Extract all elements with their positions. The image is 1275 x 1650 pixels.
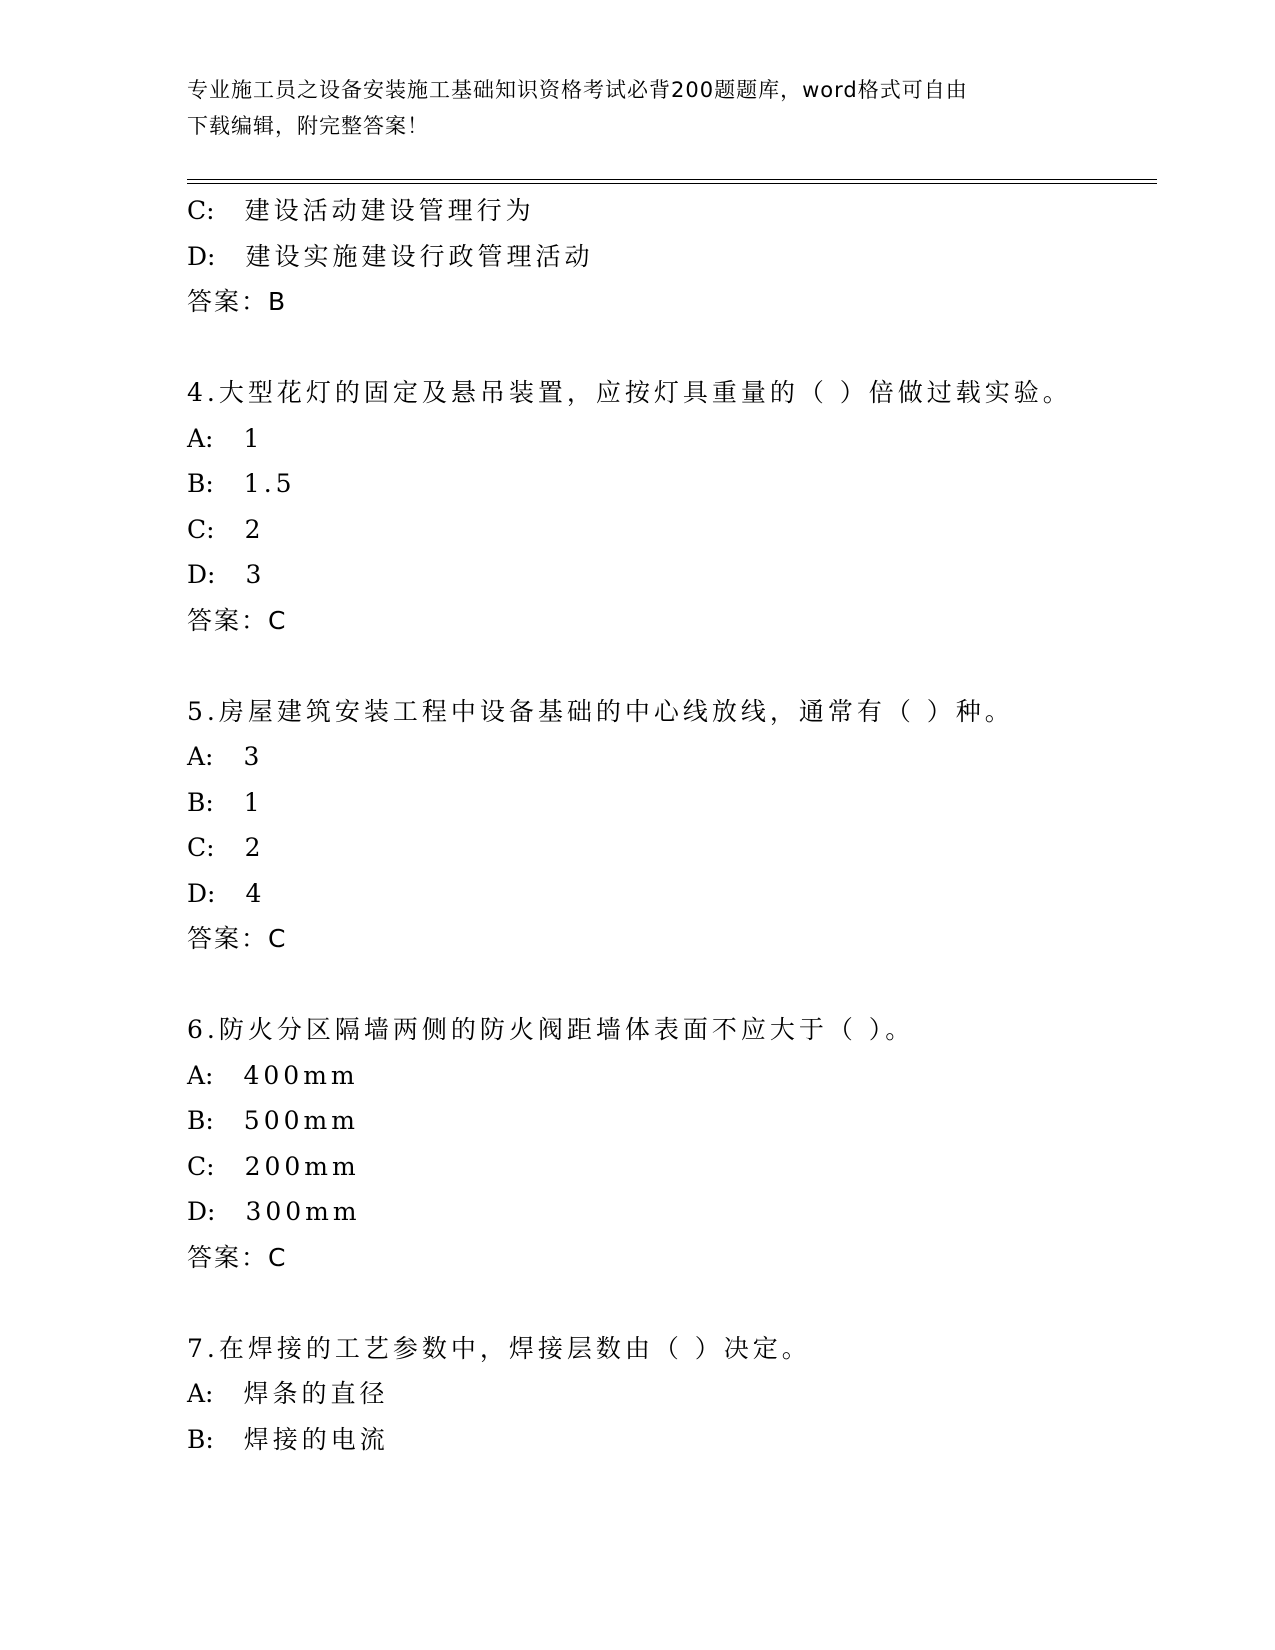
header-divider: [187, 179, 1157, 184]
option-text: 3: [245, 560, 266, 589]
option-text: 1: [243, 423, 264, 453]
option-letter: B:: [187, 787, 214, 817]
answer-line: 答案：C: [187, 605, 288, 635]
question-stem: 6.防火分区隔墙两侧的防火阀距墙体表面不应大于（ ）。: [187, 1015, 915, 1044]
option-letter: A:: [187, 742, 214, 771]
option-text: 焊条的直径: [243, 1379, 389, 1408]
option-b: [187, 461, 1147, 507]
option-letter: D:: [187, 1197, 216, 1226]
option-c: [187, 1144, 1147, 1190]
option-d: [187, 234, 1147, 280]
option-a: [187, 734, 1147, 780]
option-letter: A:: [187, 1379, 214, 1408]
option-c: [187, 188, 1147, 234]
question-list: [187, 188, 1147, 1462]
option-text: 200mm: [244, 1151, 360, 1181]
option-text: 500mm: [243, 1106, 359, 1135]
option-d: [187, 552, 1147, 598]
option-c: [187, 825, 1147, 871]
page-header: [187, 72, 1087, 144]
option-text: 3: [243, 742, 264, 771]
option-letter: C:: [187, 514, 215, 544]
answer-line: 答案：C: [187, 1242, 288, 1272]
option-letter: A:: [187, 423, 214, 453]
answer-line: 答案：C: [187, 924, 288, 953]
option-letter: C:: [187, 196, 215, 225]
question-stem: 5.房屋建筑安装工程中设备基础的中心线放线，通常有（ ）种。: [187, 696, 1014, 726]
option-letter: B:: [187, 469, 214, 498]
option-letter: A:: [187, 1060, 214, 1090]
option-text: 300mm: [245, 1197, 361, 1226]
option-letter: D:: [187, 878, 216, 908]
option-c: [187, 507, 1147, 553]
option-text: 1: [243, 787, 264, 817]
option-text: 焊接的电流: [243, 1424, 389, 1454]
option-text: 4: [245, 878, 266, 908]
option-b: [187, 780, 1147, 826]
option-text: 400mm: [243, 1060, 359, 1090]
option-letter: D:: [187, 560, 216, 589]
option-a: [187, 1371, 1147, 1417]
option-letter: C:: [187, 1151, 215, 1181]
question-stem: 7.在焊接的工艺参数中，焊接层数由（ ）决定。: [187, 1333, 811, 1363]
option-text: 1.5: [243, 469, 296, 498]
option-letter: C:: [187, 833, 215, 862]
option-text: 2: [244, 833, 265, 862]
option-d: [187, 1189, 1147, 1235]
question-stem: 4.大型花灯的固定及悬吊装置，应按灯具重量的（ ）倍做过载实验。: [187, 378, 1072, 407]
option-text: 2: [244, 514, 265, 544]
answer-line: 答案：B: [187, 287, 288, 316]
option-d: [187, 871, 1147, 917]
option-a: [187, 1053, 1147, 1099]
document-title-line-2: 下载编辑，附完整答案！: [187, 114, 429, 138]
option-text: 建设活动建设管理行为: [244, 196, 535, 225]
option-b: [187, 1417, 1147, 1463]
option-letter: B:: [187, 1424, 214, 1454]
option-letter: D:: [187, 241, 216, 271]
option-letter: B:: [187, 1106, 214, 1135]
option-b: [187, 1098, 1147, 1144]
document-title-line-1: 专业施工员之设备安装施工基础知识资格考试必背200题题库，word格式可自由: [187, 78, 968, 102]
option-text: 建设实施建设行政管理活动: [245, 241, 594, 271]
option-a: [187, 416, 1147, 462]
